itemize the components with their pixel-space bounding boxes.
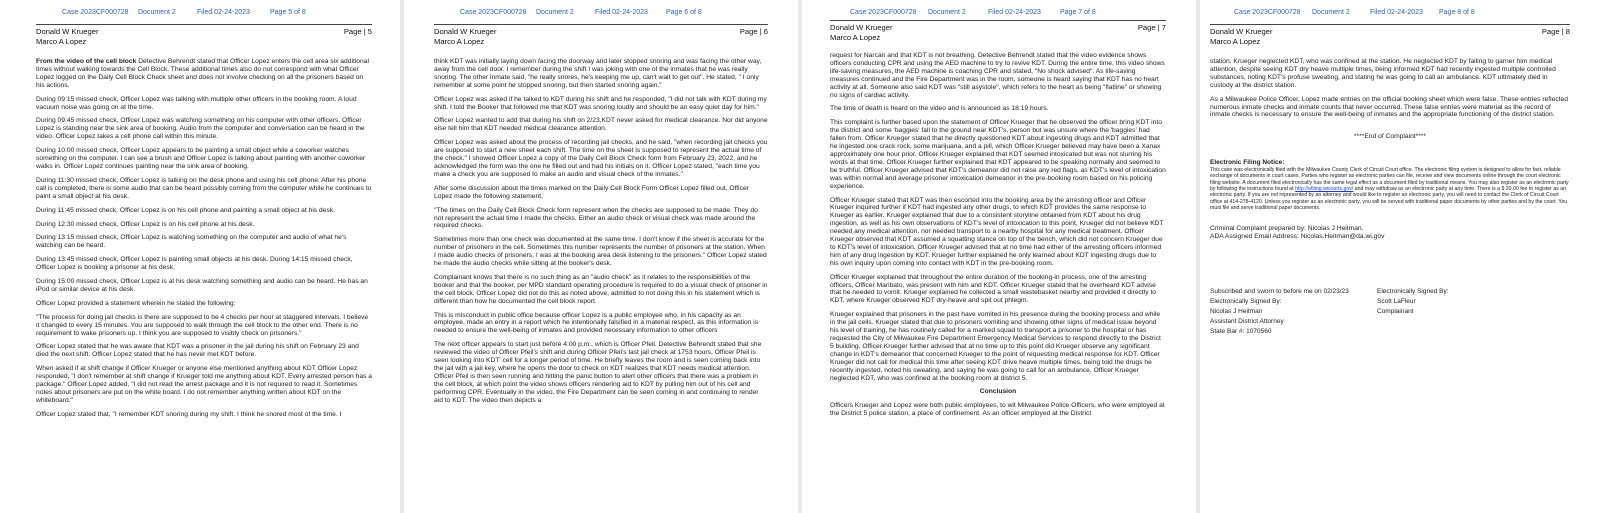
filed-date: Filed 02-24-2023: [595, 9, 648, 16]
page-banner: [404, 9, 798, 19]
defendant-name: Marco A Lopez: [830, 32, 881, 42]
paragraph: request for Narcan and that KDT is not breathing. Detective Behrendt stated that the video evidence shows officers conducting CPR and using the AED machine to try to revive KDT. During the entire time, this video shows life-saving measures, the AED machine is coaching CPR and stated, "No shock advised". As life-saving measures continued and the Fire Department was in the room, someone is heard saying that KDT has no heart activity at all. Someone also said KDT was "still asystole", which refers to the heart as being "flatline" or showing no signs of cardiac activity.: [830, 52, 1165, 99]
paragraph: Officer Krueger stated that KDT was then escorted into the booking area by the arresting officer and Officer Krueger inquired further if KDT had ingested any other drugs, to which KDT provides the same response to Krueger as earlier. Krueger explained that due to a consistent storyline obtained from KDT about his drug ingestion, as well as his own observations of KDT's level of intoxication to this point, Krueger did not believe KDT needed any medical attention, nor needed transport to a nearby hospital for any medical treatment. Officer Krueger observed that KDT assumed a squatting stance on top of the bench, which did not concern Krueger due to KDT's level of intoxication. Officer Krueger advised that at no time had either of the arresting officers informed him of any drug ingestion by KDT. Krueger further explained he only learned about KDT ingesting drugs due to his own inquiry upon coming into contact with KDT in the pre-booking room.: [830, 196, 1164, 267]
paragraph: Officer Lopez was asked if he talked to KDT during his shift and he responded, "I did not talk with KDT during my shift. I told the Booker that followed me that KDT was snoring loudly and should be an easy quiet day for him.": [434, 95, 767, 111]
paragraph: Officer Lopez provided a statement wherein he stated the following:: [36, 299, 236, 307]
page-body: [1210, 58, 1570, 241]
paragraph: Officer Lopez stated that, "I remember KDT snoring during my shift. I think he snored most of the time. I: [36, 410, 342, 418]
paragraph: During 12:30 missed check, Officer Lopez is on his cell phone at his desk.: [36, 220, 255, 228]
page-body: [36, 58, 372, 425]
page-header: [1210, 24, 1570, 46]
signed-by-label: Electronically Signed By:: [1377, 288, 1449, 295]
paragraph: During 13:45 missed check, Officer Lopez is painting small objects at his desk. During 14:15 missed check, Officer Lopez is booking a prisoner at his desk.: [36, 256, 353, 272]
paragraph: During 10:00 missed check, Officer Lopez appears to be painting a small object while a coworker watches something on the computer. I can see a brush and Officer Lopez is talking about painting with another coworker walks in. Officer Lopez continues painting near the sink area of booking.: [36, 147, 366, 170]
page-count: Page 6 of 8: [666, 9, 702, 16]
section-heading-conclusion: Conclusion: [979, 388, 1017, 396]
defendant-name: Donald W Krueger: [36, 27, 99, 36]
page-number: Page | 8: [1541, 27, 1570, 36]
paragraph: Officer Krueger explained that throughout the entire duration of the booking-in process, one of the arresting officers, Officer Maribato, was present with him and KDT. Officer Krueger stated that he overheard KDT advise that he needed to vomit. Krueger explained he collected a small wastebasket nearby and provided it directly to KDT, where Krueger observed KDT dry-heave and spit out phlegm.: [830, 273, 1157, 305]
signer-name: Scott LaFleur: [1377, 298, 1416, 305]
paragraph: Sometimes more than one check was documented at the same time. I don't know if the sheet is accurate for the number of prisoners in the cell. Sometimes this number represents the number of prisoners at the station. When I made audio checks of prisoners, I was at the booking area desk listening to the prisoners." Officer Lopez stated he made the audio checks while sitting at the booker's desk.: [434, 236, 767, 268]
end-of-complaint: ****End of Complaint****: [1353, 133, 1427, 141]
paragraph: "The process for doing jail checks is there are supposed to be 4 checks per hour at staggered intervals. I believe it changed to every 15 minutes. You are supposed to walk through the cell block to the other end. There is no requirement to wake prisoners up. I think you are supposed to visibly check on prisoners.": [36, 313, 369, 337]
paragraph: After some discussion about the times marked on the Daily Cell Block Form Officer Lopez filled out, Officer Lopez made the following statement,: [434, 184, 749, 200]
page-count: Page 8 of 8: [1439, 9, 1475, 16]
case-number: Case 2023CF000728: [460, 9, 527, 16]
case-number: Case 2023CF000728: [1234, 9, 1301, 16]
document-number: Document 2: [928, 9, 966, 16]
page-header: [36, 24, 372, 46]
paragraph: [36, 58, 372, 90]
paragraph: During 11:45 missed check, Officer Lopez is on his cell phone and painting a small object at his desk.: [36, 206, 335, 214]
paragraph: During 13:15 missed check, Officer Lopez is watching something on the computer and audio of what he's watching can be heard.: [36, 234, 347, 250]
case-number: Case 2023CF000728: [850, 9, 917, 16]
document-number: Document 2: [1312, 9, 1350, 16]
prepared-by: Criminal Complaint prepared by: Nicolas J Heitman.: [1210, 225, 1364, 233]
paragraph: This complaint is further based upon the statement of Officer Krueger that he observed the officer bring KDT into the district and some 'baggies' fall to the ground near KDT's, person but was unsure where the 'baggies' had fallen from. Officer Krueger stated that he directly questioned KDT about ingesting drugs and KDT admitted that he ingested one crack rock, some marijuana, and a pill, which Officer Krueger believed may have been a Xanax approximately one hour prior. Officer Krueger explained that KDT seemed intoxicated but was not slurring his words at that time. Officer Krueger further explained that KDT appeared to be speaking normally and seemed to be truthful. Officer Krueger advised that KDT's demeanor did not raise any red flags, as KDT's level of intoxication was within normal and average prisoner intoxication demeanor in the pre-booking room based on his policing experience.: [830, 119, 1166, 190]
signed-by-label: Electronically Signed By:: [1210, 298, 1282, 305]
ada-email: ADA Assigned Email Address: Nicolas.Heitman@da.wi.gov: [1210, 233, 1385, 241]
paragraph: think KDT was initially laying down facing the doorway and later stopped snoring and was facing the other way, away from the cell door. I remember during the shift I was joking with one of the inmates that he was really snoring. The other inmate said, "he really snores, he's keeping me up, can't wait to get out". He stated, " I only remember at some point he stopped snoring, but then started snoring again.": [434, 58, 762, 89]
efiling-link[interactable]: http://efiling.wicourts.gov/: [1295, 186, 1354, 193]
page-banner: [0, 9, 400, 19]
signer-name: Nicolas J Heitman: [1210, 308, 1263, 315]
paragraph: This is misconduct in public office because officer Lopez is a public employee who, in his capacity as an employee, made an entry in a report which he intentionally falsified in a material respect, as this information is needed to ensure the well-being of inmates and provided necessary information to other officers: [434, 311, 759, 335]
paragraph: The time of death is heard on the video and is announced as 18:19 hours.: [830, 105, 1049, 113]
page-count: Page 7 of 8: [1060, 9, 1096, 16]
document-page-8: [1200, 0, 1600, 513]
page-number: Page | 6: [739, 27, 768, 36]
paragraph: During 09:45 missed check, Officer Lopez was watching something on his computer with other officers. Officer Lopez is standing near the sink area of booking. Audio from the computer and conversation can be heard in the video. Officer Lopez takes a cell phone call within this minute.: [36, 117, 365, 141]
document-page-5: [0, 0, 400, 513]
document-page-6: [404, 0, 798, 513]
page-header: [830, 20, 1166, 42]
notice-text: and may withdraw as an electronic party at any time. There is a $ 20.00 fee to register as an electronic party. If you are not represented by an attorney and would like to register an electronic party, you will need to contact the Clerk of Circuit Court office at 414-278-4120. Unless you register as an electronic party, you will be served with traditional paper documents by other parties and by the court. You must file and serve traditional paper documents.: [1210, 186, 1568, 211]
page-banner: [802, 9, 1196, 19]
paragraph: Officer Lopez wanted to add that during his shift on 2/23,KDT never asked for medical clearance. Nor did anyone else tell him that KDT needed medical clearance attention.: [434, 117, 768, 133]
notice-text: This case was electronically filed with the Milwaukee County Clerk of Circuit Court office. The electronic filing system is designed to allow for fast, reliable exchange of documents in court cases. Parties who register as electronic parties can file, receive and view documents online through the court electronic filing website. A document filed electronically has the same legal effect as a document filed by traditional means. You may also register as an electronic party by following the instructions found at: [1210, 167, 1569, 193]
document-page-7: [802, 0, 1196, 513]
paragraph: During 15:00 missed check, Officer Lopez is at his desk watching something and audio can be heard. He has an iPod or similar device at his desk.: [36, 278, 368, 293]
paragraph: Officer Lopez stated that he was aware that KDT was a prisoner in the jail during his shift on February 23 and died the next shift. Officer Lopez stated that he has never met KDT before.: [36, 343, 359, 359]
filed-date: Filed 02-24-2023: [1370, 9, 1423, 16]
electronic-filing-notice: [1210, 167, 1570, 211]
document-number: Document 2: [138, 9, 176, 16]
page-header: [434, 24, 768, 46]
paragraph: During 11:30 missed check, Officer Lopez is talking on the desk phone and using his cell phone. After his phone call is completed, there is some audio that can be heard possibly coming from the computer while he continues to paint a small object at his desk.: [36, 176, 372, 200]
paragraph-text: Detective Behrendt stated that Officer Lopez enters the cell area six additional times without walking towards the Cell Block. These additional times also do not correspond with what Officer Lopez logged on the Daily Cell Block Check sheet and does not involve checking on all the prisoners based on his actions.: [36, 58, 369, 89]
signature-block-left: [1210, 287, 1349, 337]
paragraph: Krueger explained that prisoners in the past have vomited in his presence during the booking process and while in the jail cells. Krueger stated that due to prisoners vomiting and showing other signs of medical issue beyond his level of training, he has routinely called for a marked squad to transport a prisoner to the hospital or has requested the City of Milwaukee Fire Department Emergency Medical Services to respond directly to the District 5 building. Officer Krueger further advised that at no time up to this point did Krueger observe any significant change in KDT's demeanor that concerned Krueger to the point of requesting medical response for KDT. Officer Krueger did not call for medical this time after seeing KDT drive heave multiple times, being told the drugs he recently ingested, noted his sweating, and saying he was going to call for an ambulance. Officer Krueger neglected KDT, who was confined at the booking room at district 5.: [830, 311, 1161, 382]
filed-date: Filed 02-24-2023: [988, 9, 1041, 16]
page-body: [830, 52, 1166, 424]
paragraph-lead: From the video of the cell block: [36, 58, 137, 65]
signer-title: Assistant District Attorney: [1210, 318, 1284, 325]
defendant-name: Donald W Krueger: [1210, 27, 1273, 36]
sworn-line: Subscribed and sworn to before me on 02/23/23: [1210, 288, 1349, 295]
paragraph: Complainant knows that there is no such thing as an "audio check" as it relates to the responsibilities of the booker and that the booker, per MPD standard operating procedure is required to do a visual check of prisoner in the cell block. Officer Lopez did not do this as noted above, admitted to not doing this in his statement which is different than how he documented the cell block report.: [434, 273, 768, 305]
page-body: [434, 58, 768, 411]
defendant-name: Donald W Krueger: [434, 27, 497, 36]
page-count: Page 5 of 8: [270, 9, 306, 16]
page-number: Page | 5: [343, 27, 372, 36]
page-banner: [1200, 9, 1600, 19]
paragraph: "The times on the Daily Cell Block Check form represent when the checks are supposed to be made. They do not represent the actual time I made the checks. Either an audio check or visual check was made around the required checks.: [434, 206, 758, 230]
filed-date: Filed 02-24-2023: [197, 9, 250, 16]
defendant-name: Marco A Lopez: [434, 36, 485, 46]
defendant-name: Marco A Lopez: [1210, 36, 1261, 46]
signer-title: Complainant: [1377, 308, 1414, 315]
electronic-filing-notice-title: Electronic Filing Notice:: [1210, 159, 1285, 167]
paragraph: Officers Krueger and Lopez were both public employees, to wit Milwaukee Police Officers, who were employed at the District 5 police station, a place of confinement. As an officer employed at the District: [830, 402, 1165, 418]
state-bar-number: State Bar #: 1070560: [1210, 328, 1272, 335]
page-number: Page | 7: [1137, 23, 1166, 32]
defendant-name: Donald W Krueger: [830, 23, 893, 32]
paragraph: Officer Lopez was asked about the process of recording jail checks, and he said, "when recording jail checks you are supposed to start a new sheet each shift. The time on the sheet is supposed to represent the actual time of the check." I showed Officer Lopez a copy of the Daily Cell Block Check form from February 23, 2022, and he acknowledged the form was the one he filled out and had his initials on it. Officer Lopez stated, "each time you make a check you are supposed to make an audio and visual check of the inmates.": [434, 139, 768, 178]
paragraph: station, Krueger neglected KDT, who was confined at the station. He neglected KDT by failing to garner him medical attention, despite seeing KDT dry heave multiple times, being informed KDT had recently ingested multiple controlled substances, noting KDT's profuse sweating, and stating he was going to call an ambulance. KDT ultimately died in custody at the district station.: [1210, 58, 1556, 89]
paragraph: When asked if at shift change if Officer Krueger or anyone else mentioned anything about KDT Officer Lopez responded, "I don't remember at shift change if Krueger told me anything about KDT. Every arrested person has a package." Officer Lopez added, "I did not read the arrest package and it is not required to read it. Sometimes notes about prisoners are put on the white board. I do not remember anything written about KDT on the whiteboard.": [36, 365, 372, 404]
document-number: Document 2: [536, 9, 574, 16]
signature-block-right: [1377, 287, 1449, 317]
paragraph: As a Milwaukee Police Officer, Lopez made entries on the official booking sheet which were false. These entries reflected numerous inmate checks and inmate counts that never occurred. These false entries were material as the record of inmate checks is necessary to ensure the well-being of inmates and the appropriate functioning of the district station.: [1210, 95, 1568, 119]
paragraph: The next officer appears to start just before 4:00 p.m., which is Officer Pfeil. Detective Behrendt stated that she reviewed the video of Officer Pfeil's shift and during Officer Pfeil's last jail check at 1753 hours, Officer Pfeil is seen looking into KDT' cell for a longer period of time. He briefly leaves the room and is seen coming back into the jail with a jail key, where he opens the door to check on KDT realizes that KDT needs medical attention. Officer Pfeil is then seen running and hitting the panic button to alert other officers that there was a problem in the cell block, at which point the video shows officers rendering aid to KDT by pulling him out of his cell and performing CPR. Eventually in the video, the Fire Department can be seen coming in and continuing to render aid to KDT. The video then depicts a: [434, 341, 762, 404]
case-number: Case 2023CF000728: [62, 9, 129, 16]
defendant-name: Marco A Lopez: [36, 36, 87, 46]
paragraph: During 09:15 missed check, Officer Lopez was talking with multiple other officers in the booking room. A loud vacuum noise was going on at the time.: [36, 95, 357, 111]
